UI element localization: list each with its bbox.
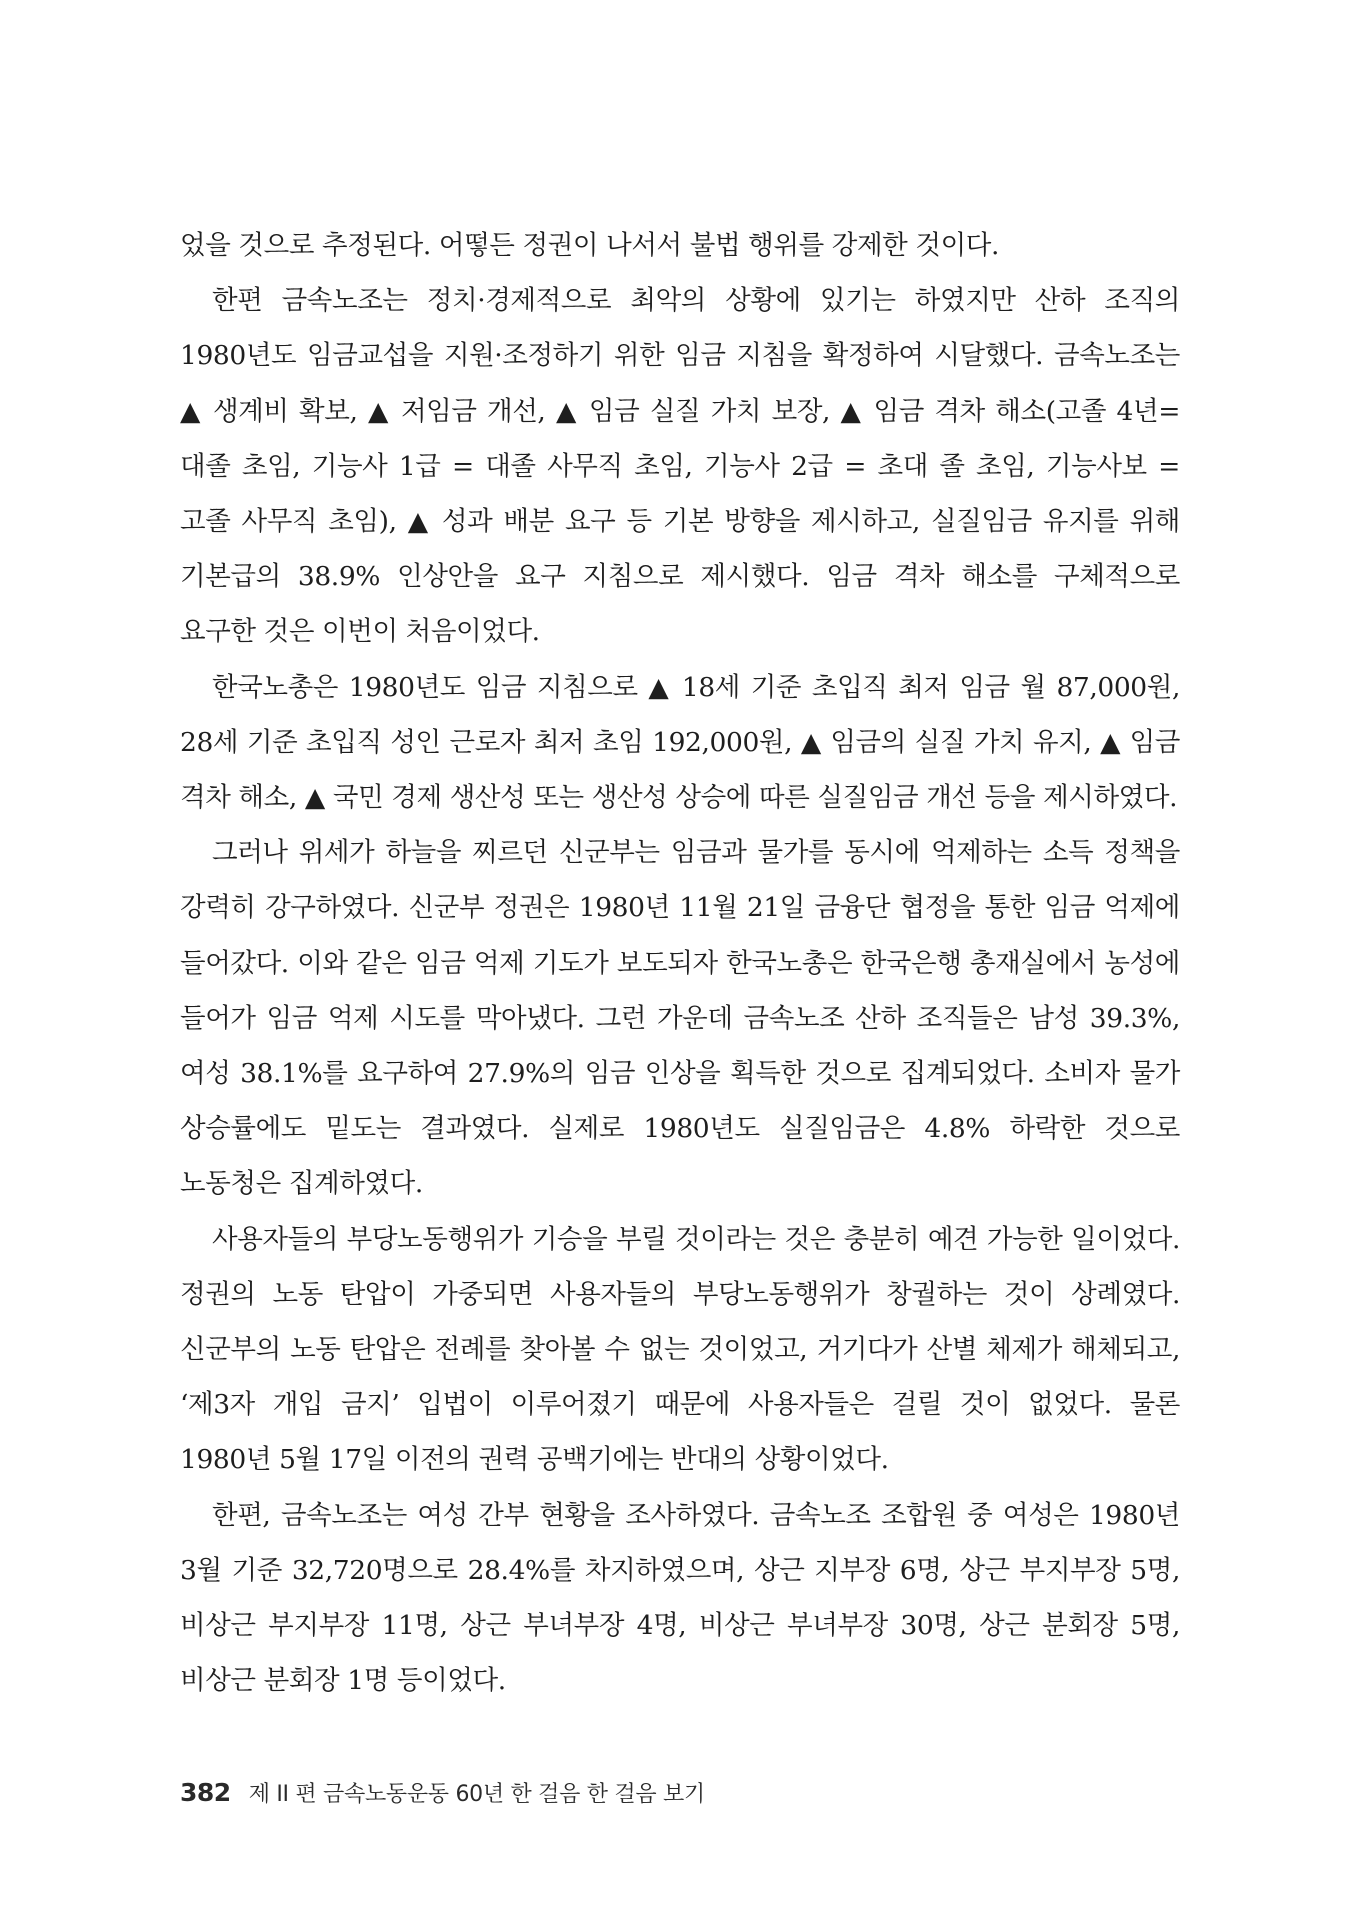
- body-text: [180, 218, 1180, 1708]
- paragraph-3: 한국노총은 1980년도 임금 지침으로 ▲ 18세 기준 초입직 최저 임금 월 87,000원, 28세 기준 초입직 성인 근로자 최저 초임 192,000원, ▲ 임금의 실질 가치 유지, ▲ 임금 격차 해소, ▲ 국민 경제 생산성 또는 생산성 상승에 따른 실질임금 개선 등을 제시하였다.: [180, 671, 1180, 814]
- paragraph-2: 한편 금속노조는 정치·경제적으로 최악의 상황에 있기는 하였지만 산하 조직의 1980년도 임금교섭을 지원·조정하기 위한 임금 지침을 확정하여 시달했다. 금속노조는 ▲ 생계비 확보, ▲ 저임금 개선, ▲ 임금 실질 가치 보장, ▲ 임금 격차 해소(고졸 4년= 대졸 초임, 기능사 1급 = 대졸 사무직 초임, 기능사 2급 = 초대 졸 초임, 기능사보 = 고졸 사무직 초임), ▲ 성과 배분 요구 등 기본 방향을 제시하고, 실질임금 유지를 위해 기본급의 38.9% 인상안을 요구 지침으로 제시했다. 임금 격차 해소를 구체적으로 요구한 것은 이번이 처음이었다.: [180, 285, 1180, 648]
- paragraph-6: 한편, 금속노조는 여성 간부 현황을 조사하였다. 금속노조 조합원 중 여성은 1980년 3월 기준 32,720명으로 28.4%를 차지하였으며, 상근 지부장 6명, 상근 부지부장 5명, 비상근 부지부장 11명, 상근 부녀부장 4명, 비상근 부녀부장 30명, 상근 분회장 5명, 비상근 분회장 1명 등이었다.: [180, 1499, 1180, 1697]
- running-title: 제 II 편 금속노동운동 60년 한 걸음 한 걸음 보기: [248, 1782, 705, 1807]
- paragraph-5: 사용자들의 부당노동행위가 기승을 부릴 것이라는 것은 충분히 예견 가능한 일이었다. 정권의 노동 탄압이 가중되면 사용자들의 부당노동행위가 창궐하는 것이 상례였다. 신군부의 노동 탄압은 전례를 찾아볼 수 없는 것이었고, 거기다가 산별 체제가 해체되고, ‘제3자 개입 금지’ 입법이 이루어졌기 때문에 사용자들은 걸릴 것이 없었다. 물론 1980년 5월 17일 이전의 권력 공백기에는 반대의 상황이었다.: [180, 1223, 1180, 1476]
- paragraph-1: 었을 것으로 추정된다. 어떻든 정권이 나서서 불법 행위를 강제한 것이다.: [180, 230, 1000, 261]
- page-footer: [180, 1777, 705, 1811]
- paragraph-4: 그러나 위세가 하늘을 찌르던 신군부는 임금과 물가를 동시에 억제하는 소득 정책을 강력히 강구하였다. 신군부 정권은 1980년 11월 21일 금융단 협정을 통한 임금 억제에 들어갔다. 이와 같은 임금 억제 기도가 보도되자 한국노총은 한국은행 총재실에서 농성에 들어가 임금 억제 시도를 막아냈다. 그런 가운데 금속노조 산하 조직들은 남성 39.3%, 여성 38.1%를 요구하여 27.9%의 임금 인상을 획득한 것으로 집계되었다. 소비자 물가 상승률에도 밑도는 결과였다. 실제로 1980년도 실질임금은 4.8% 하락한 것으로 노동청은 집계하였다.: [180, 837, 1180, 1200]
- page-number: 382: [180, 1778, 231, 1807]
